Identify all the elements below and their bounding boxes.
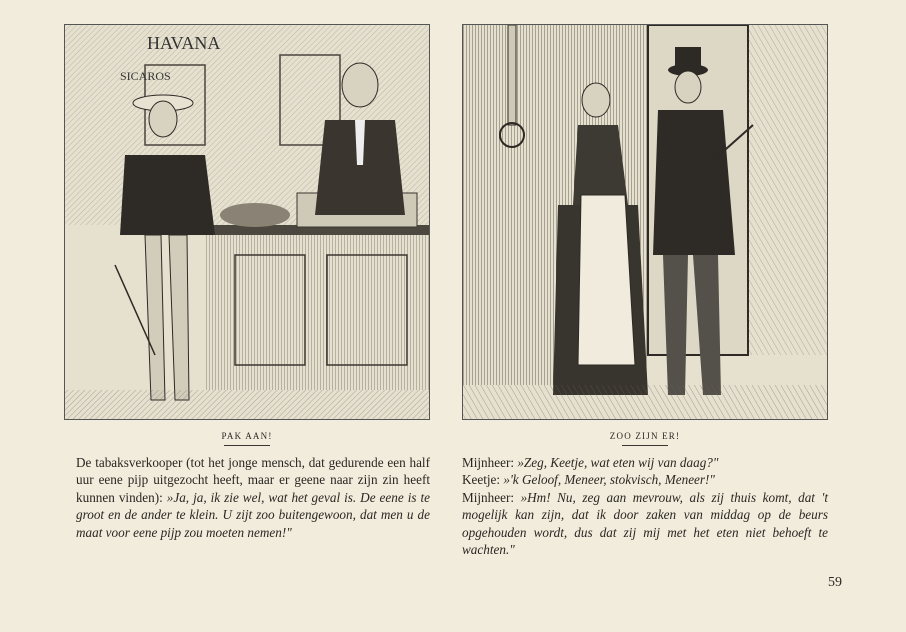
left-caption-rule xyxy=(224,445,270,446)
speaker-keetje: Keetje: xyxy=(462,472,501,488)
speaker-mijnheer-1: Mijnheer: xyxy=(462,455,515,470)
left-body-text xyxy=(64,454,430,541)
speaker-mijnheer-2: Mijnheer: xyxy=(462,489,515,505)
sign-havana: HAVANA xyxy=(147,33,221,53)
quote-3: »Hm! Nu, zeg aan mevrouw, als zij thuis komt, dat 't mogelijk kan zijn, dat ik door zaken van middag op de beurs opgehouden wordt, dus dat zij mij met het eten niet behoeft te wachten." xyxy=(462,489,828,558)
sign-sigaros: SICAROS xyxy=(120,69,171,83)
dialogue-line-3 xyxy=(462,489,828,559)
hallway-engraving xyxy=(463,25,827,419)
quote-1: »Zeg, Keetje, wat eten wij van daag?" xyxy=(517,455,719,470)
right-body-text xyxy=(462,454,828,558)
page-number: 59 xyxy=(828,575,842,590)
left-panel xyxy=(64,24,430,541)
tobacco-shop-illustration xyxy=(64,24,430,420)
tobacco-shop-engraving xyxy=(65,25,429,419)
dialogue-line-2 xyxy=(462,471,828,488)
right-caption-rule xyxy=(622,445,668,446)
hallway-illustration xyxy=(462,24,828,420)
left-caption: PAK AAN! xyxy=(221,431,273,441)
left-text-quote: »Ja, ja, ik zie wel, wat het geval is. De eene is te groot en de ander te klein. U zijt zoo buitengewoon, dat men u de maat voor eene pijp zou moeten nemen!" xyxy=(76,489,430,540)
dialogue-line-1 xyxy=(462,454,828,471)
right-caption: ZOO ZIJN ER! xyxy=(609,431,681,441)
left-text-lead: De tabaksverkooper (tot het jonge mensch, dat gedurende een half uur eene pijp uitgezocht heeft, maar er geene naar zijn zin heeft kunnen vinden): xyxy=(76,455,430,505)
right-panel xyxy=(462,24,828,558)
quote-2: »'k Geloof, Meneer, stokvisch, Meneer!" xyxy=(503,472,715,488)
